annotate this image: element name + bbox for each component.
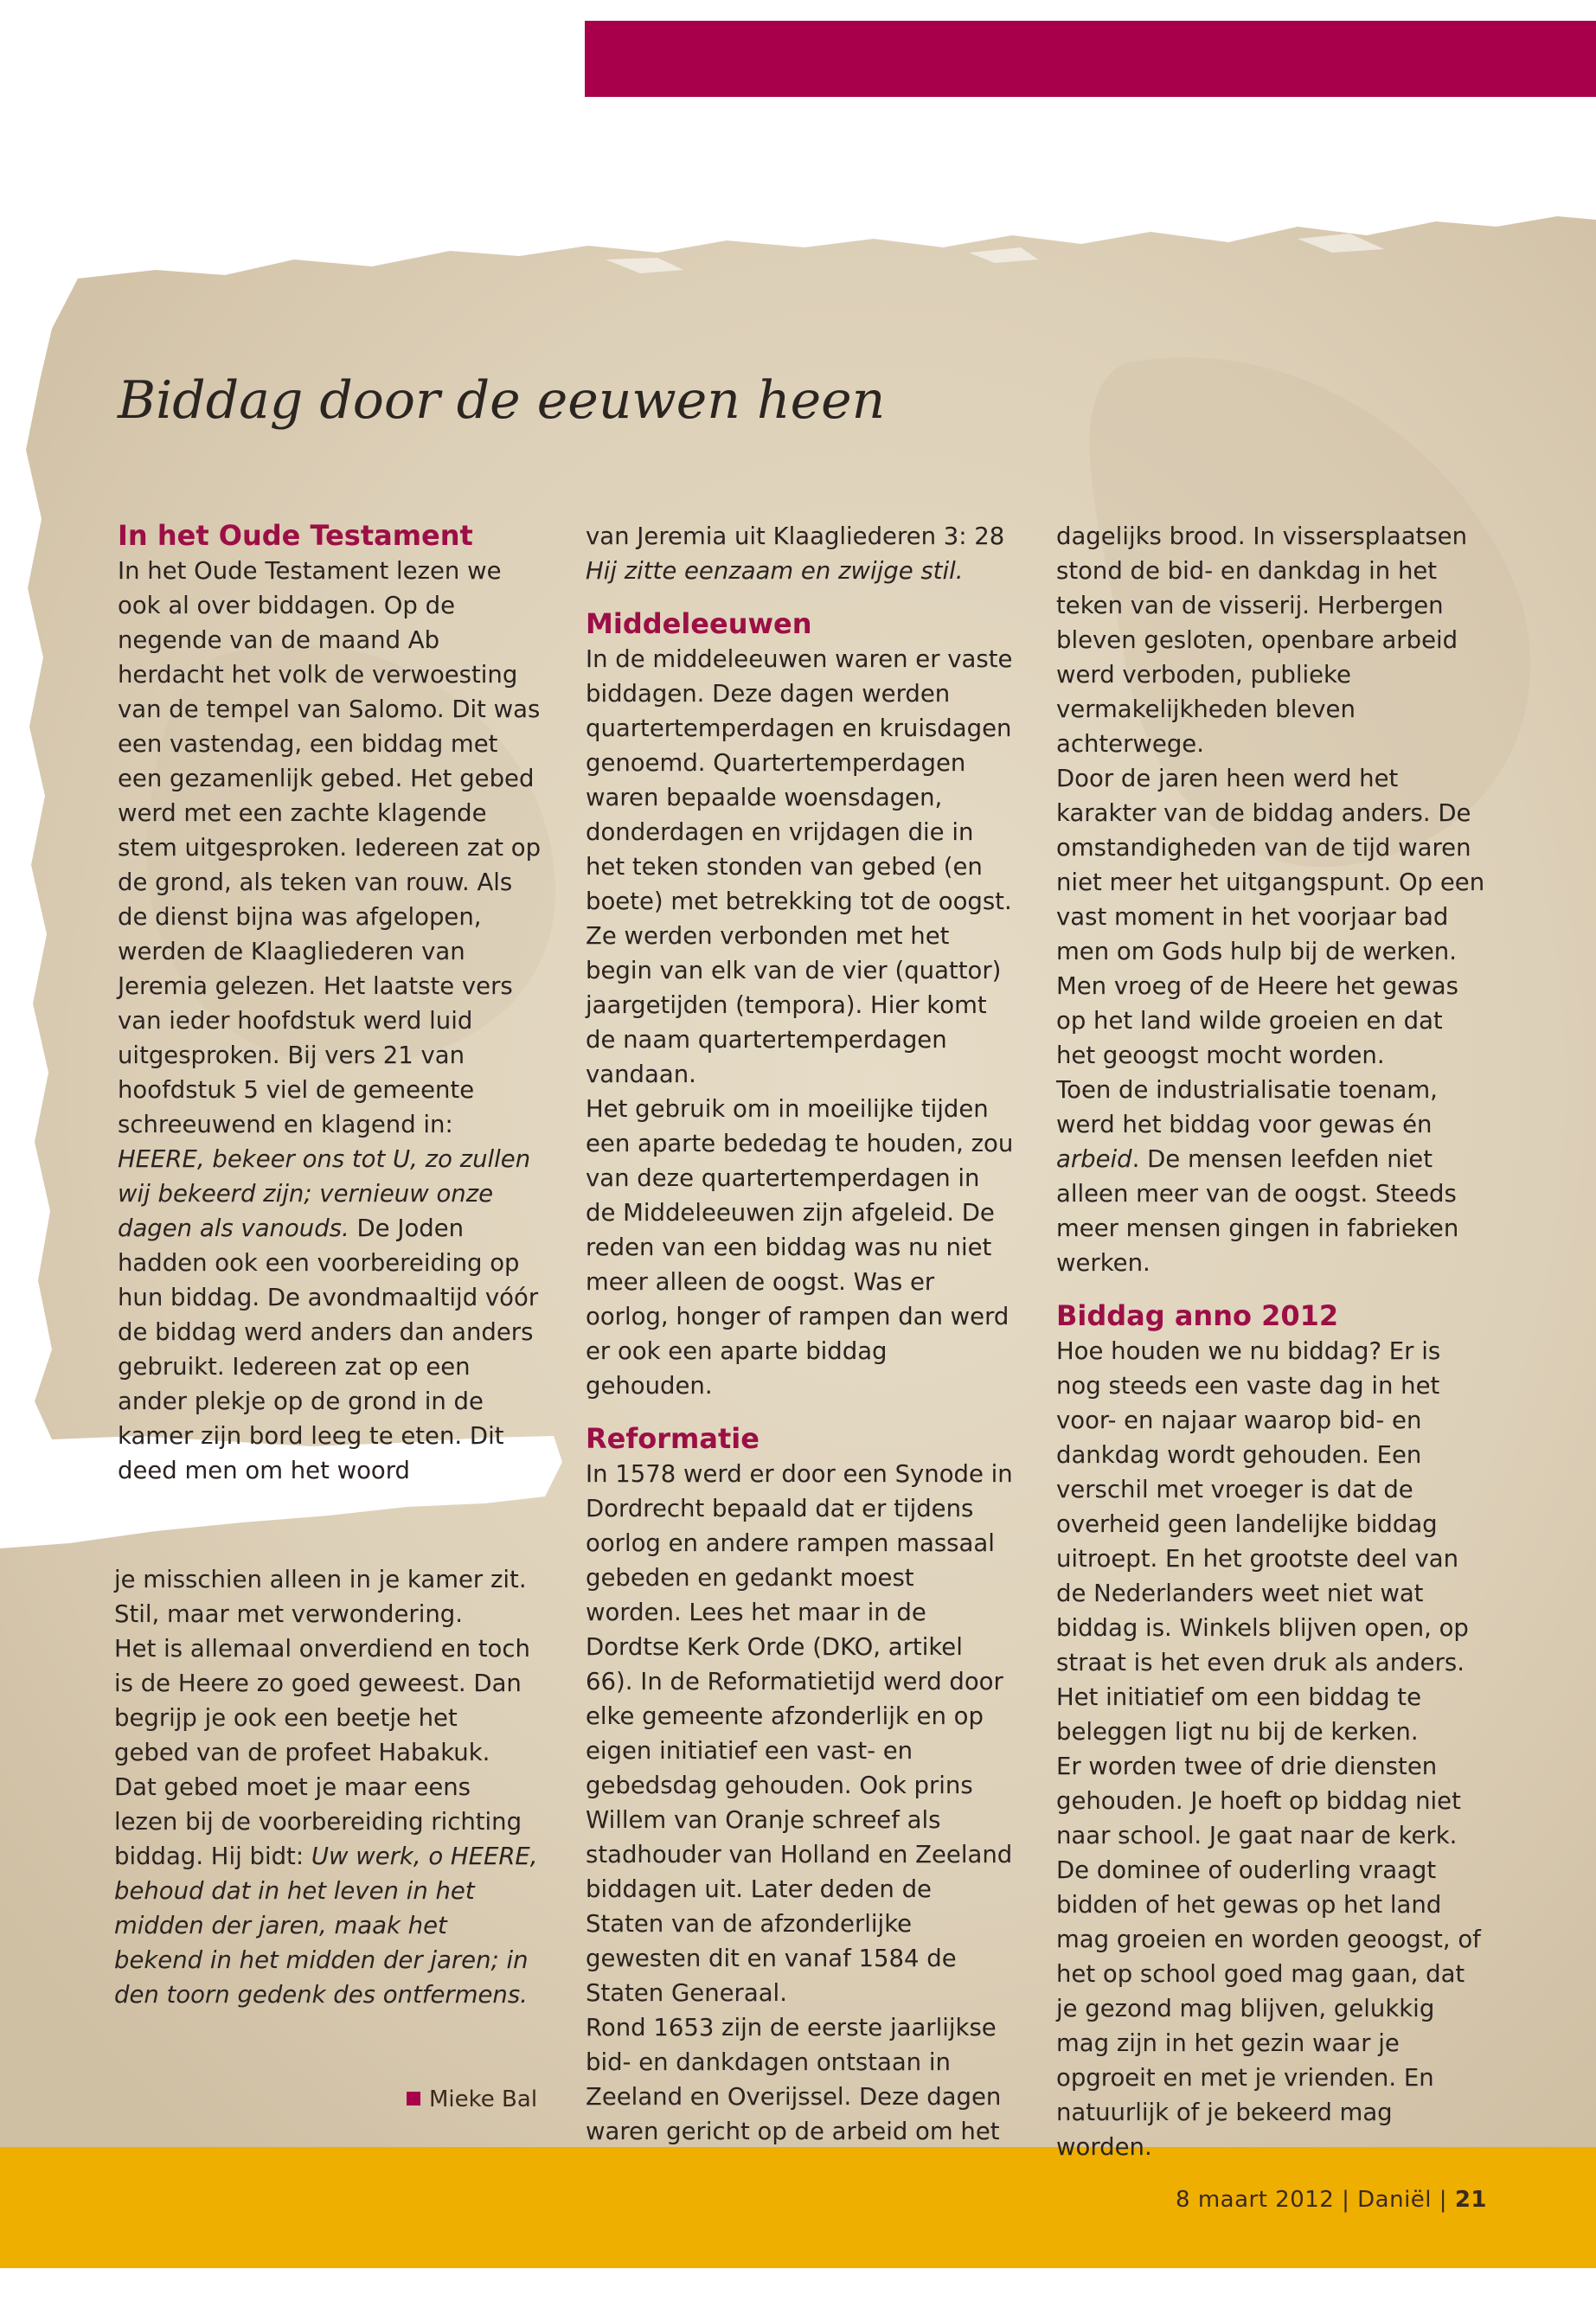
quote: HEERE, bekeer ons tot U, zo zullen wij bekeerd zijn; vernieuw onze dagen als vanouds. <box>118 1145 531 1242</box>
paragraph: je misschien alleen in je kamer zit. Stil, maar met verwondering. <box>114 1566 527 1628</box>
paragraph: Er worden twee of drie diensten gehouden. Je hoeft op biddag niet naar school. Je gaat naar de kerk. De dominee of ouderling vraagt bidden of het gewas op het land mag groeien en worden geoogst, of het op school goed mag gaan, dat je gezond mag blijven, gelukkig mag zijn in het gezin waar je opgroeit en met je vrienden. En natuurlijk of je bekeerd mag worden. <box>1056 1753 1481 2161</box>
issue-date: 8 maart 2012 <box>1176 2187 1335 2213</box>
quote: Uw werk, o HEERE, behoud dat in het leven in het midden der jaren, maak het bekend in het midden der jaren; in den toorn gedenk des ontfermens. <box>114 1843 538 2009</box>
paragraph: Toen de industrialisatie toenam, werd het biddag voor gewas én arbeid. De mensen leefden niet alleen meer van de oogst. Steeds meer mensen gingen in fabrieken werken. <box>1056 1076 1459 1277</box>
paragraph: Rond 1653 zijn de eerste jaarlijkse bid- en dankdagen ontstaan in Zeeland en Overijssel. Deze dagen waren gericht op de arbeid om het <box>586 2014 1002 2145</box>
quote: Hij zitte eenzaam en zwijge stil. <box>586 557 964 585</box>
paragraph: dagelijks brood. In vissersplaatsen stond de bid- en dankdag in het teken van de visserij. Herbergen bleven gesloten, openbare arbeid werd verboden, publieke vermakelijkheden bleven achterwege. <box>1056 522 1468 758</box>
magazine-name: Daniël <box>1357 2187 1433 2213</box>
page-number: 21 <box>1454 2187 1487 2213</box>
column-2 <box>586 519 1014 2149</box>
paragraph: Het gebruik om in moeilijke tijden een aparte bededag te houden, zou van deze quartertemperdagen in de Middeleeuwen zijn afgeleid. De reden van een biddag was nu niet meer alleen de oogst. Was er oorlog, honger of rampen dan werd er ook een aparte biddag gehouden. <box>586 1095 1014 1400</box>
heading-reformatie: Reformatie <box>586 1422 760 1455</box>
page-footer: 8 maart 2012 | Daniël | 21 <box>1176 2187 1487 2213</box>
paragraph: Door de jaren heen werd het karakter van de biddag anders. De omstandigheden van de tijd waren niet meer het uitgangspunt. Op een vast moment in het voorjaar bad men om Gods hulp bij de werken. Men vroeg of de Heere het gewas op het land wilde groeien en dat het geoogst mocht worden. <box>1056 765 1485 1069</box>
column-1-lower <box>114 1562 538 2012</box>
paragraph: In 1578 werd er door een Synode in Dordrecht bepaald dat er tijdens oorlog en andere rampen massaal gebeden en gedankt moest worden. Lees het maar in de Dordtse Kerk Orde (DKO, artikel 66). In de Reformatietijd werd door elke gemeente afzonderlijk en op eigen initiatief een vast- en gebedsdag gehouden. Ook prins Willem van Oranje schreef als stadhouder van Holland en Zeeland biddagen uit. Later deden de Staten van de afzonderlijke gewesten dit en vanaf 1584 de Staten Generaal. <box>586 1460 1013 2007</box>
heading-biddag-2012: Biddag anno 2012 <box>1056 1299 1339 1332</box>
author-credit <box>407 2086 537 2112</box>
author-name: Mieke Bal <box>429 2086 538 2112</box>
heading-middeleeuwen: Middeleeuwen <box>586 607 812 640</box>
paragraph: In het Oude Testament lezen we ook al over biddagen. Op de negende van de maand Ab herdacht het volk de verwoesting van de tempel van Salomo. Dit was een vastendag, een biddag met een gezamenlijk gebed. Het gebed werd met een zachte klagende stem uitgesproken. Iedereen zat op de grond, als teken van rouw. Als de dienst bijna was afgelopen, werden de Klaagliederen van Jeremia gelezen. Het laatste vers van ieder hoofdstuk werd luid uitgesproken. Bij vers 21 van hoofdstuk 5 viel de gemeente schreeuwend en klagend in: HEERE, bekeer ons tot U, zo zullen wij bekeerd zijn; vernieuw onze dagen als vanouds. De Joden hadden ook een voorbereiding op hun biddag. De avondmaaltijd vóór de biddag werd anders dan anders gebruikt. Iedereen zat op een ander plekje op de grond in de kamer zijn bord leeg te eten. Dit deed men om het woord <box>118 557 542 1484</box>
paragraph: van Jeremia uit Klaagliederen 3: 28 <box>586 522 1005 550</box>
bullet-square-icon <box>407 2092 420 2106</box>
paragraph: Hoe houden we nu biddag? Er is nog steeds een vaste dag in het voor- en najaar waarop bid- en dankdag wordt gehouden. Een verschil met vroeger is dat de overheid geen landelijke biddag uitroept. En het grootste deel van de Nederlanders weet niet wat biddag is. Winkels blijven open, op straat is het even druk als anders. Het initiatief om een biddag te beleggen ligt nu bij de kerken. <box>1056 1337 1469 1746</box>
paragraph: Het is allemaal onverdiend en toch is de Heere zo goed geweest. Dan begrijp je ook een beetje het gebed van de profeet Habakuk. Dat gebed moet je maar eens lezen bij de voorbereiding richting biddag. Hij bidt: Uw werk, o HEERE, behoud dat in het leven in het midden der jaren, maak het bekend in het midden der jaren; in den toorn gedenk des ontfermens. <box>114 1635 538 2009</box>
paragraph: In de middeleeuwen waren er vaste biddagen. Deze dagen werden quartertemperdagen en kruisdagen genoemd. Quartertemperdagen waren bepaalde woensdagen, donderdagen en vrijdagen die in het teken stonden van gebed (en boete) met betrekking tot de oogst. Ze werden verbonden met het begin van elk van de vier (quattor) jaargetijden (tempora). Hier komt de naam quartertemperdagen vandaan. <box>586 645 1013 1088</box>
column-1 <box>118 517 542 1488</box>
column-3 <box>1056 519 1489 2164</box>
article-title: Biddag door de eeuwen heen <box>118 370 886 431</box>
heading-oude-testament: In het Oude Testament <box>118 519 473 552</box>
top-accent-bar <box>585 21 1596 97</box>
paragraph <box>586 554 1014 588</box>
